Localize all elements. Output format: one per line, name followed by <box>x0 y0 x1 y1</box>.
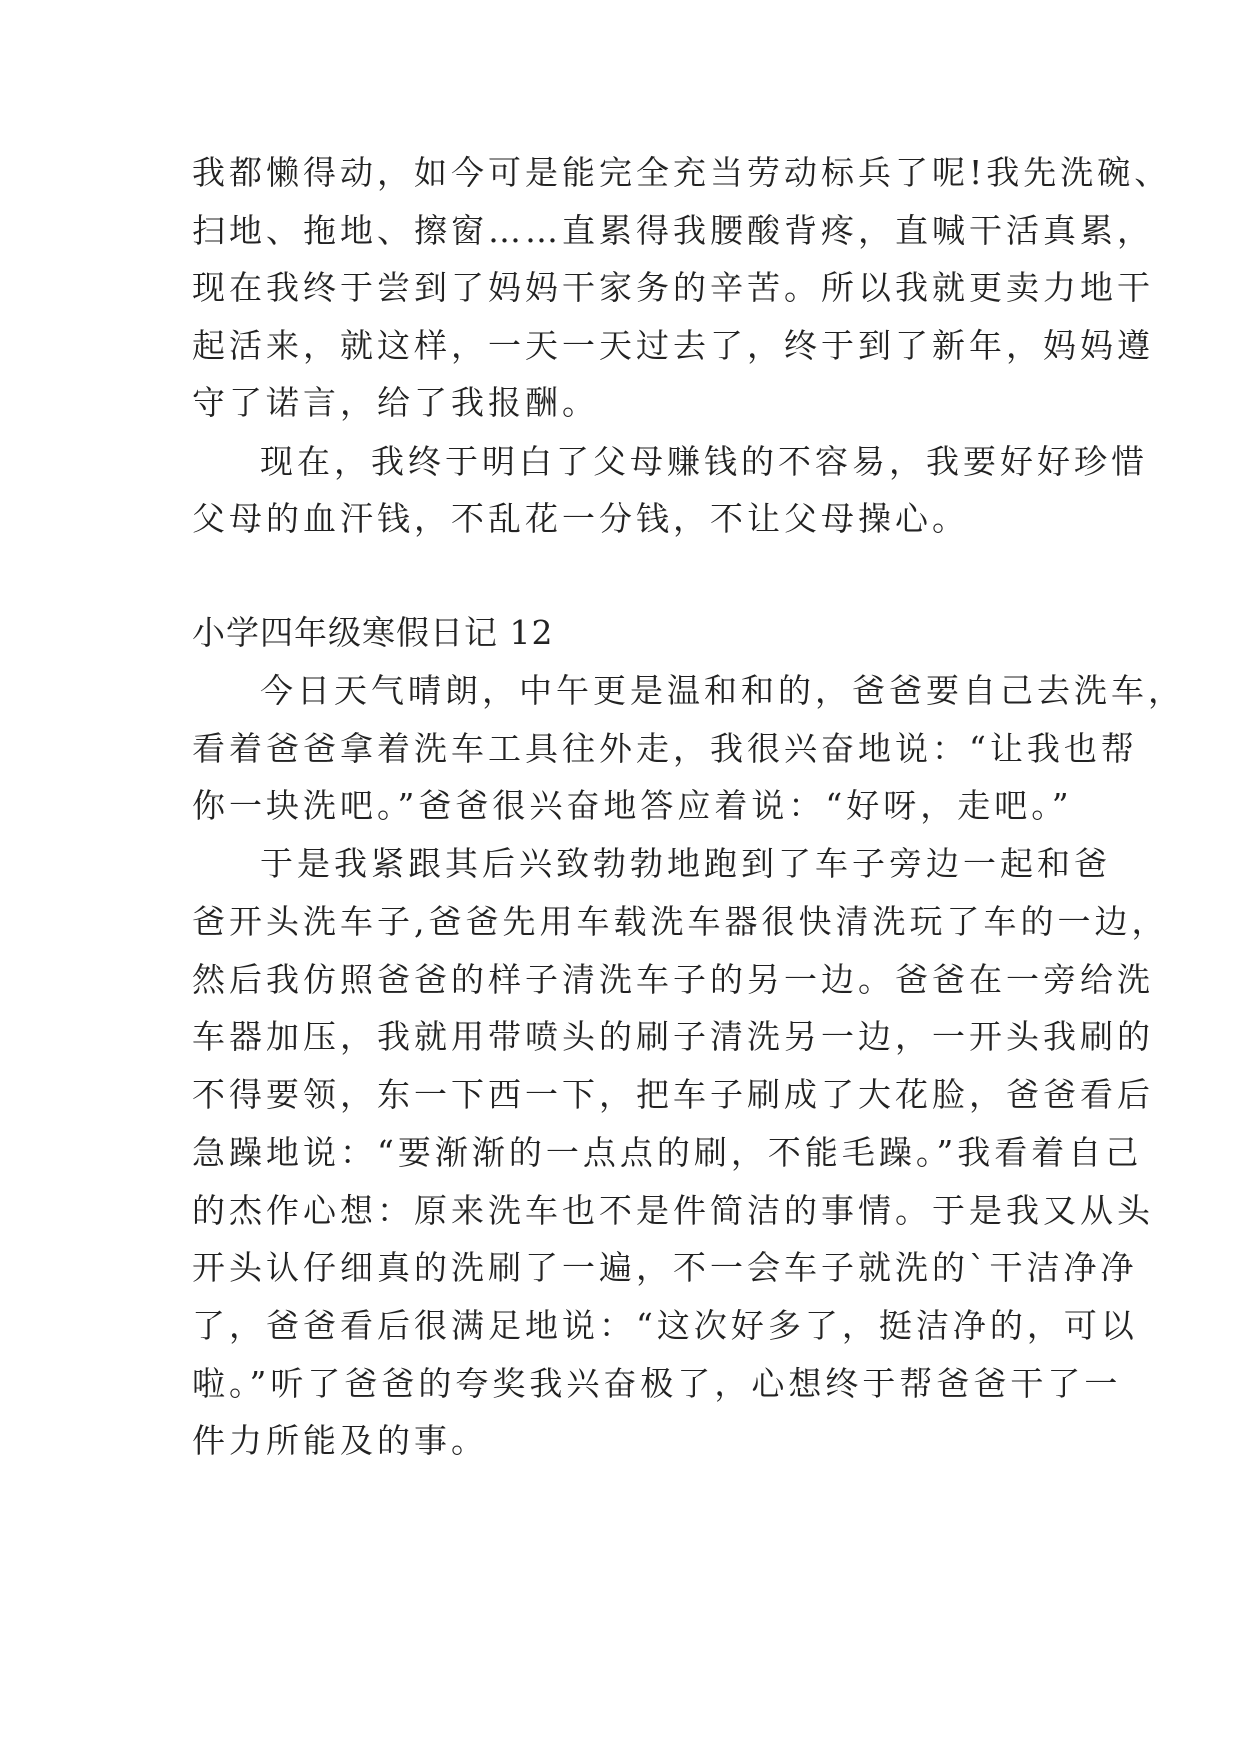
text-line: 看着爸爸拿着洗车工具往外走，我很兴奋地说：“让我也帮 <box>192 729 1138 768</box>
text-line: 件力所能及的事。 <box>192 1421 488 1460</box>
text-line: 你一块洗吧。”爸爸很兴奋地答应着说：“好呀，走吧。” <box>192 786 1073 825</box>
text-line: 守了诺言，给了我报酬。 <box>192 383 599 422</box>
paragraph-first-line: 今日天气晴朗，中午更是温和和的，爸爸要自己去洗车， <box>260 671 1185 710</box>
text-line: 起活来，就这样，一天一天过去了，终于到了新年，妈妈遵 <box>192 326 1154 365</box>
section-heading: 小学四年级寒假日记 12 <box>192 613 554 652</box>
text-line: 不得要领，东一下西一下，把车子刷成了大花脸，爸爸看后 <box>192 1075 1154 1114</box>
text-line: 我都懒得动，如今可是能完全充当劳动标兵了呢!我先洗碗、 <box>192 153 1172 192</box>
text-line: 了，爸爸看后很满足地说：“这次好多了，挺洁净的，可以 <box>192 1306 1138 1345</box>
paragraph-first-line: 现在，我终于明白了父母赚钱的不容易，我要好好珍惜 <box>260 442 1148 481</box>
text-line: 现在我终于尝到了妈妈干家务的辛苦。所以我就更卖力地干 <box>192 268 1154 307</box>
text-line: 然后我仿照爸爸的样子清洗车子的另一边。爸爸在一旁给洗 <box>192 960 1154 999</box>
text-line: 爸开头洗车子,爸爸先用车载洗车器很快清洗玩了车的一边， <box>192 902 1169 941</box>
text-line: 的杰作心想：原来洗车也不是件简洁的事情。于是我又从头 <box>192 1191 1154 1230</box>
text-line: 扫地、拖地、擦窗……直累得我腰酸背疼，直喊干活真累， <box>192 211 1154 250</box>
text-line: 开头认仔细真的洗刷了一遍，不一会车子就洗的`干洁净净 <box>192 1248 1138 1287</box>
text-line: 车器加压，我就用带喷头的刷子清洗另一边，一开头我刷的 <box>192 1017 1154 1056</box>
paragraph-first-line: 于是我紧跟其后兴致勃勃地跑到了车子旁边一起和爸 <box>260 844 1111 883</box>
text-line: 急躁地说：“要渐渐的一点点的刷，不能毛躁。”我看着自己 <box>192 1133 1143 1172</box>
text-line: 父母的血汗钱，不乱花一分钱，不让父母操心。 <box>192 499 969 538</box>
text-line: 啦。”听了爸爸的夸奖我兴奋极了，心想终于帮爸爸干了一 <box>192 1364 1122 1403</box>
